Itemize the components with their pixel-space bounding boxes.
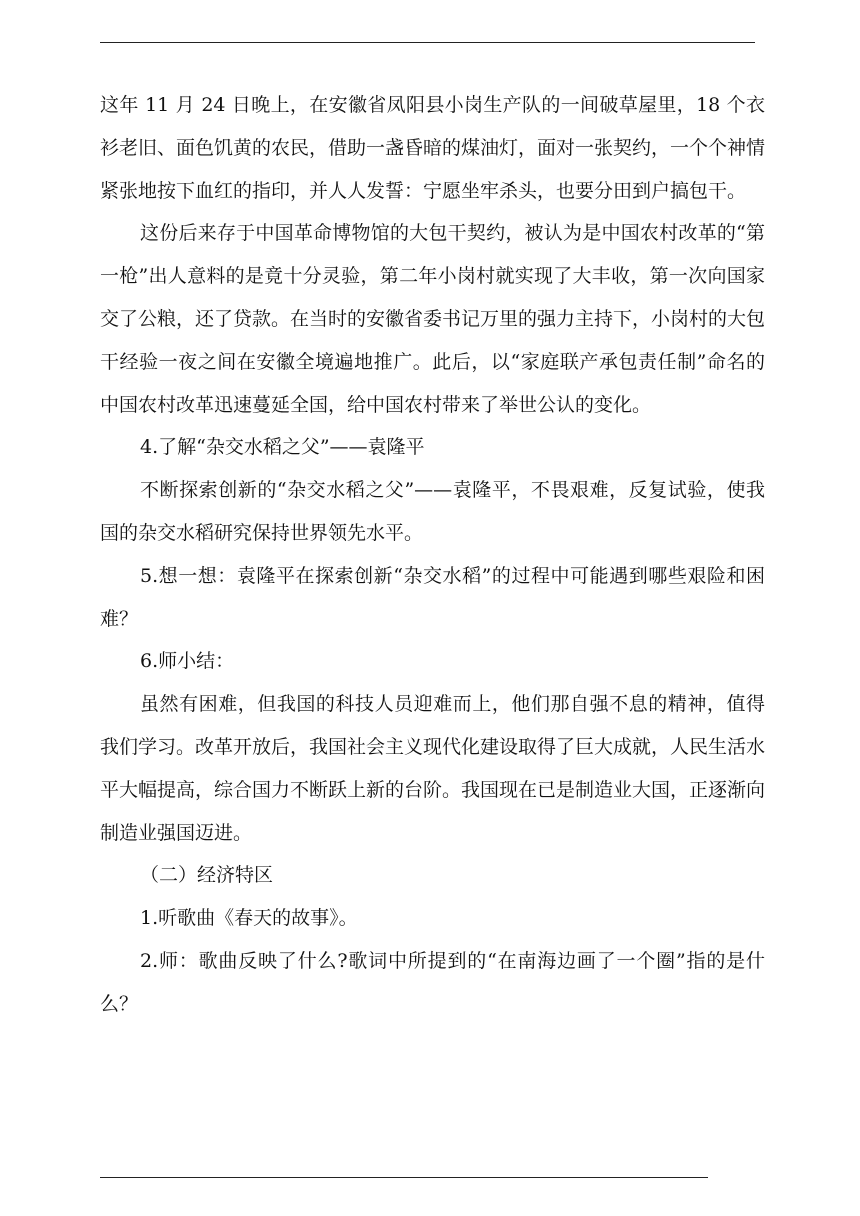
paragraph-contract-museum: 这份后来存于中国革命博物馆的大包干契约，被认为是中国农村改革的“第一枪”出人意料的是竟十分灵验，第二年小岗村就实现了大丰收，第一次向国家交了公粮，还了贷款。在当时的安徽省委书记万里的强力主持下，小岗村的大包干经验一夜之间在安徽全境遍地推广。此后，以“家庭联产承包责任制”命名的中国农村改革迅速蔓延全国，给中国农村带来了举世公认的变化。 [100, 222, 766, 416]
footer-rule [100, 1177, 708, 1178]
paragraph-contract-night: 这年 11 月 24 日晚上，在安徽省凤阳县小岗生产队的一间破草屋里，18 个衣衫老旧、面色饥黄的农民，借助一盏昏暗的煤油灯，面对一张契约，一个个神情紧张地按下血红的指印，并人人发誓：宁愿坐牢杀头，也要分田到户搞包干。 [100, 94, 766, 202]
section-heading-economic-zone: （二）经济特区 [140, 864, 274, 887]
header-rule [100, 42, 755, 43]
paragraph-summary: 虽然有困难，但我国的科技人员迎难而上，他们那自强不息的精神，值得我们学习。改革开放后，我国社会主义现代化建设取得了巨大成就，人民生活水平大幅提高，综合国力不断跃上新的台阶。我国现在已是制造业大国，正逐渐向制造业强国迈进。 [100, 693, 766, 844]
paragraph-listen-song: 1.听歌曲《春天的故事》。 [140, 907, 358, 930]
section-heading-summary: 6.师小结： [140, 650, 235, 673]
paragraph-yuan-longping: 不断探索创新的“杂交水稻之父”——袁隆平，不畏艰难，反复试验，使我国的杂交水稻研究保持世界领先水平。 [100, 479, 765, 544]
document-body [100, 84, 765, 1026]
question-song: 2.师：歌曲反映了什么?歌词中所提到的“在南海边画了一个圈”指的是什么？ [100, 949, 765, 1015]
question-think: 5.想一想：袁隆平在探索创新“杂交水稻”的过程中可能遇到哪些艰险和困难？ [100, 564, 765, 630]
section-heading-yuan-longping: 4.了解“杂交水稻之父”——袁隆平 [140, 436, 425, 459]
